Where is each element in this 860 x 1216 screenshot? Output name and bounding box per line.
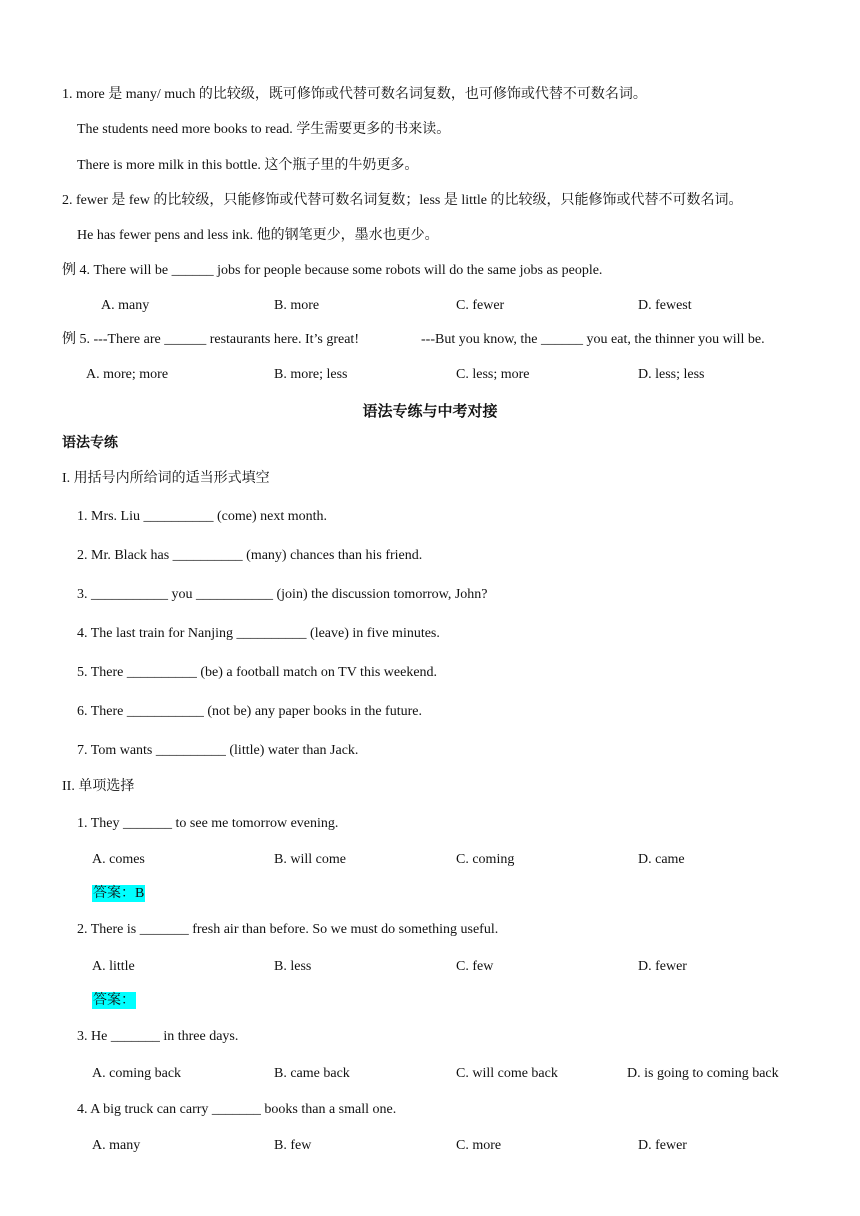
example-5-stem-part-2: ---But you know, the ______ you eat, the thinner you will be. bbox=[421, 332, 765, 347]
example-4-stem: 例 4. There will be ______ jobs for people because some robots will do the same jobs as people. bbox=[62, 263, 603, 278]
question-4-option-d: D. fewer bbox=[638, 1138, 687, 1153]
example-5-option-d: D. less; less bbox=[638, 367, 705, 382]
question-4-option-b: B. few bbox=[274, 1138, 312, 1153]
question-1-option-c: C. coming bbox=[456, 852, 515, 867]
note-1-example-1: The students need more books to read. 学生需要更多的书来读。 bbox=[77, 122, 451, 137]
question-1-option-d: D. came bbox=[638, 852, 685, 867]
section-title: 语法专练与中考对接 bbox=[362, 404, 498, 420]
fill-blank-item: 1. Mrs. Liu __________ (come) next month. bbox=[77, 509, 328, 524]
question-4-option-a: A. many bbox=[92, 1138, 141, 1153]
question-2-option-a: A. little bbox=[92, 959, 135, 974]
fill-blank-item: 4. The last train for Nanjing __________ (leave) in five minutes. bbox=[77, 626, 440, 641]
example-4-option-b: B. more bbox=[274, 298, 320, 313]
question-3-option-d: D. is going to coming back bbox=[627, 1066, 779, 1081]
note-2: 2. fewer 是 few 的比较级，只能修饰或代替可数名词复数；less 是 little 的比较级，只能修饰或代替不可数名词。 bbox=[62, 193, 743, 208]
question-1-stem: 1. They _______ to see me tomorrow evening. bbox=[77, 816, 339, 831]
example-4-option-c: C. fewer bbox=[456, 298, 505, 313]
example-4-option-d: D. fewest bbox=[638, 298, 692, 313]
fill-blank-item: 3. ___________ you ___________ (join) the discussion tomorrow, John? bbox=[77, 587, 488, 602]
fill-blank-item: 2. Mr. Black has __________ (many) chances than his friend. bbox=[77, 548, 423, 563]
question-3-option-b: B. came back bbox=[274, 1066, 350, 1081]
subsection-title: 语法专练 bbox=[62, 436, 118, 451]
question-4-stem: 4. A big truck can carry _______ books than a small one. bbox=[77, 1102, 397, 1117]
fill-blank-item: 5. There __________ (be) a football match on TV this weekend. bbox=[77, 665, 438, 680]
example-5-option-c: C. less; more bbox=[456, 367, 530, 382]
note-1: 1. more 是 many/ much 的比较级，既可修饰或代替可数名词复数，也可修饰或代替不可数名词。 bbox=[62, 87, 647, 102]
question-3-stem: 3. He _______ in three days. bbox=[77, 1029, 239, 1044]
question-4-option-c: C. more bbox=[456, 1138, 502, 1153]
note-2-example-1: He has fewer pens and less ink. 他的钢笔更少，墨水也更少。 bbox=[77, 228, 439, 243]
example-4-option-a: A. many bbox=[101, 298, 150, 313]
question-1-option-a: A. comes bbox=[92, 852, 145, 867]
example-5-option-a: A. more; more bbox=[86, 367, 169, 382]
question-2-stem: 2. There is _______ fresh air than before. So we must do something useful. bbox=[77, 922, 499, 937]
question-1-option-b: B. will come bbox=[274, 852, 346, 867]
part-2-heading: II. 单项选择 bbox=[62, 779, 135, 794]
question-1-answer bbox=[92, 885, 145, 903]
fill-blank-item: 6. There ___________ (not be) any paper books in the future. bbox=[77, 704, 422, 719]
question-3-option-c: C. will come back bbox=[456, 1066, 558, 1081]
answer-highlight: 答案： bbox=[93, 993, 135, 1008]
question-2-option-c: C. few bbox=[456, 959, 494, 974]
answer-highlight: 答案：B bbox=[93, 886, 145, 901]
question-2-answer bbox=[92, 992, 136, 1010]
fill-blank-item: 7. Tom wants __________ (little) water than Jack. bbox=[77, 743, 359, 758]
part-1-heading: I. 用括号内所给词的适当形式填空 bbox=[62, 471, 270, 486]
question-3-option-a: A. coming back bbox=[92, 1066, 182, 1081]
note-1-example-2: There is more milk in this bottle. 这个瓶子里的牛奶更多。 bbox=[77, 158, 419, 173]
question-2-option-b: B. less bbox=[274, 959, 312, 974]
question-2-option-d: D. fewer bbox=[638, 959, 687, 974]
example-5-stem-part-1: 例 5. ---There are ______ restaurants here. It’s great! bbox=[62, 332, 359, 347]
example-5-option-b: B. more; less bbox=[274, 367, 348, 382]
